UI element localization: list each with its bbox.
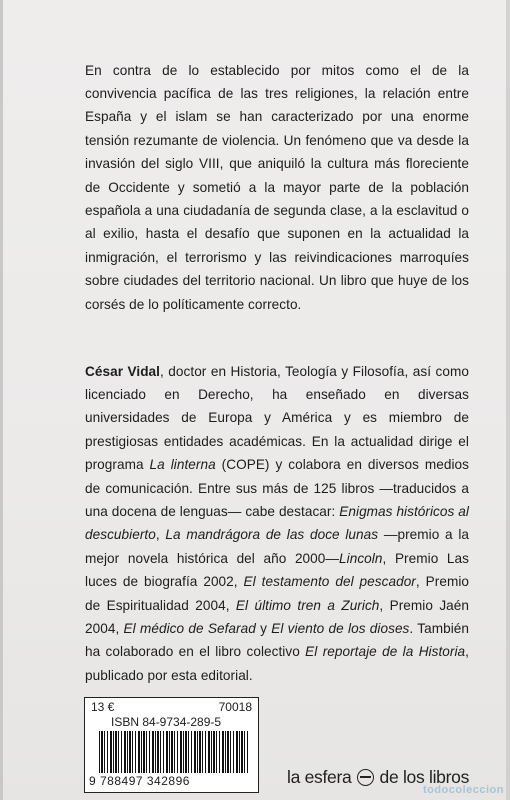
bio-text: —premio a la mejor novela histórica del año 2000— — [85, 527, 470, 566]
book-title: El médico de Sefarad — [123, 621, 256, 637]
bio-text: , doctor en Historia, Teología y Filosofía, así como licenciado en Derecho, ha enseñado en diversas universidades de Europa y América y es miembro de prestigiosas entidades académicas. En la actualidad dirige el programa — [85, 363, 469, 473]
book-title: Lincoln — [339, 550, 383, 566]
bio-text: , Premio Las luces de biografía 2002, — [85, 550, 470, 590]
author-bio — [85, 360, 469, 688]
bio-text: y — [255, 621, 272, 637]
bio-text: , — [155, 527, 166, 543]
bio-text: , Premio Jaén 2004, — [85, 597, 470, 637]
book-title: El último tren a Zurich — [235, 597, 380, 613]
book-title: El testamento del pescador — [243, 574, 416, 590]
book-title: El reportaje de la Historia — [305, 644, 466, 660]
book-blurb: En contra de lo establecido por mitos como el de la convivencia pacífica de las tres religiones, la relación entre España y el islam se han caracterizado por una enorme tensión rezumante de violencia. Un fenómeno que va desde la invasión del siglo VIII, que aniquiló la cultura más floreciente de Occidente y sometió a la mayor parte de la población española a una ciudadanía de segunda clase, a la esclavitud o al exilio, hasta el desafío que suponen en la actualidad la inmigración, el terrorismo y las reivindicaciones marroquíes sobre ciudades del territorio nacional. Un libro que huye de los corsés de lo políticamente correcto. — [85, 62, 469, 312]
price: 13 € — [91, 700, 115, 714]
watermark: todocoleccion — [422, 784, 504, 796]
barcode-label — [84, 697, 259, 793]
product-code: 70018 — [218, 700, 252, 714]
publisher-name-left: la esfera — [287, 767, 352, 787]
globe-icon — [357, 769, 374, 786]
bio-text: , publicado por esta editorial. — [85, 644, 469, 683]
book-title: Enigmas históricos al descubierto — [85, 504, 469, 543]
bio-text: , Premio de Espiritualidad 2004, — [85, 574, 470, 613]
isbn: ISBN 84-9734-289-5 — [111, 715, 222, 729]
cover-left-edge — [0, 0, 3, 800]
author-name: César Vidal — [85, 363, 160, 379]
barcode-number: 9 788497 342896 — [89, 774, 190, 788]
bio-text: (COPE) y colabora en diversos medios de comunicación. Entre sus más de 125 libros —traducidos a una docena de lenguas— cabe destacar: — [85, 457, 469, 520]
bio-text: . También ha colaborado en el libro colectivo — [85, 621, 469, 660]
book-title: El viento de los dioses — [271, 621, 410, 637]
publisher-name-right: de los libros — [379, 767, 470, 787]
program-title: La linterna — [149, 457, 216, 473]
book-title: La mandrágora de las doce lunas — [165, 527, 379, 543]
cover-right-edge — [506, 0, 510, 800]
barcode — [99, 731, 249, 773]
